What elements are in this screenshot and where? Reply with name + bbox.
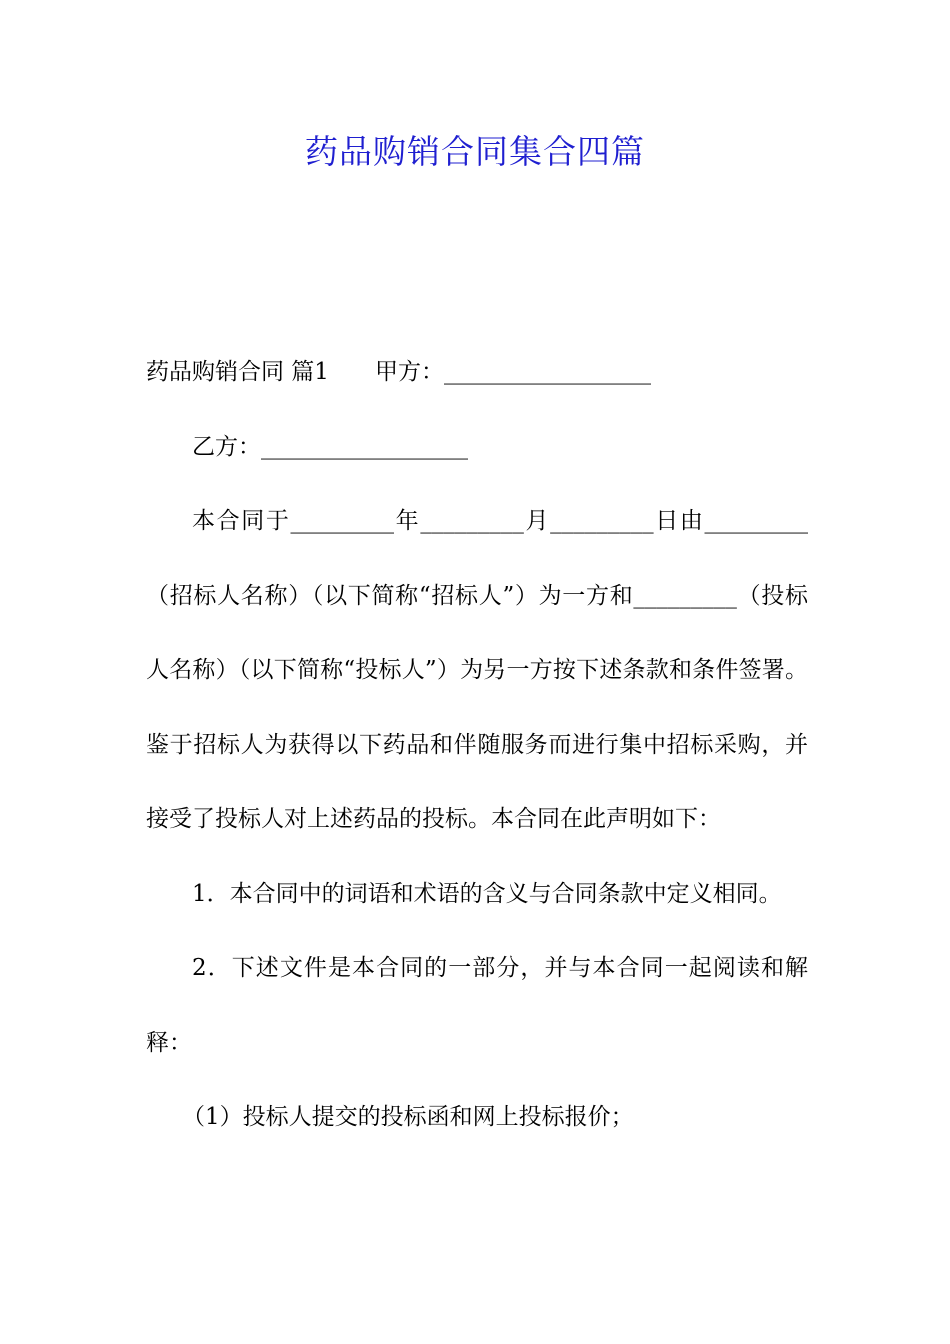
paragraph-preamble: 本合同于_________年_________月_________日由_________（招标人名称）（以下简称“招标人”）为一方和_________（投标人名称）（以下简称“投标人”）为另一方按下述条款和条件签署。 鉴于招标人为获得以下药品和伴随服务而进行集中招标采购，并接受了投标人对上述药品的投标。本合同在此声明如下： [146,508,808,832]
contract-section-label: 药品购销合同 篇1 [146,359,329,385]
paragraph-clause-2: 2．下述文件是本合同的一部分，并与本合同一起阅读和解释： [146,955,808,1056]
document-body [146,335,808,1155]
party-a-line: 甲方：__________________ [374,359,651,385]
document-title: 药品购销合同集合四篇 [305,132,645,171]
paragraph-contract-header [146,335,808,410]
paragraph-clause-2-item-1: （1）投标人提交的投标函和网上投标报价； [182,1104,634,1130]
party-b-line: 乙方：__________________ [192,433,468,460]
paragraph-clause-1: 1．本合同中的词语和术语的含义与合同条款中定义相同。 [192,880,782,907]
